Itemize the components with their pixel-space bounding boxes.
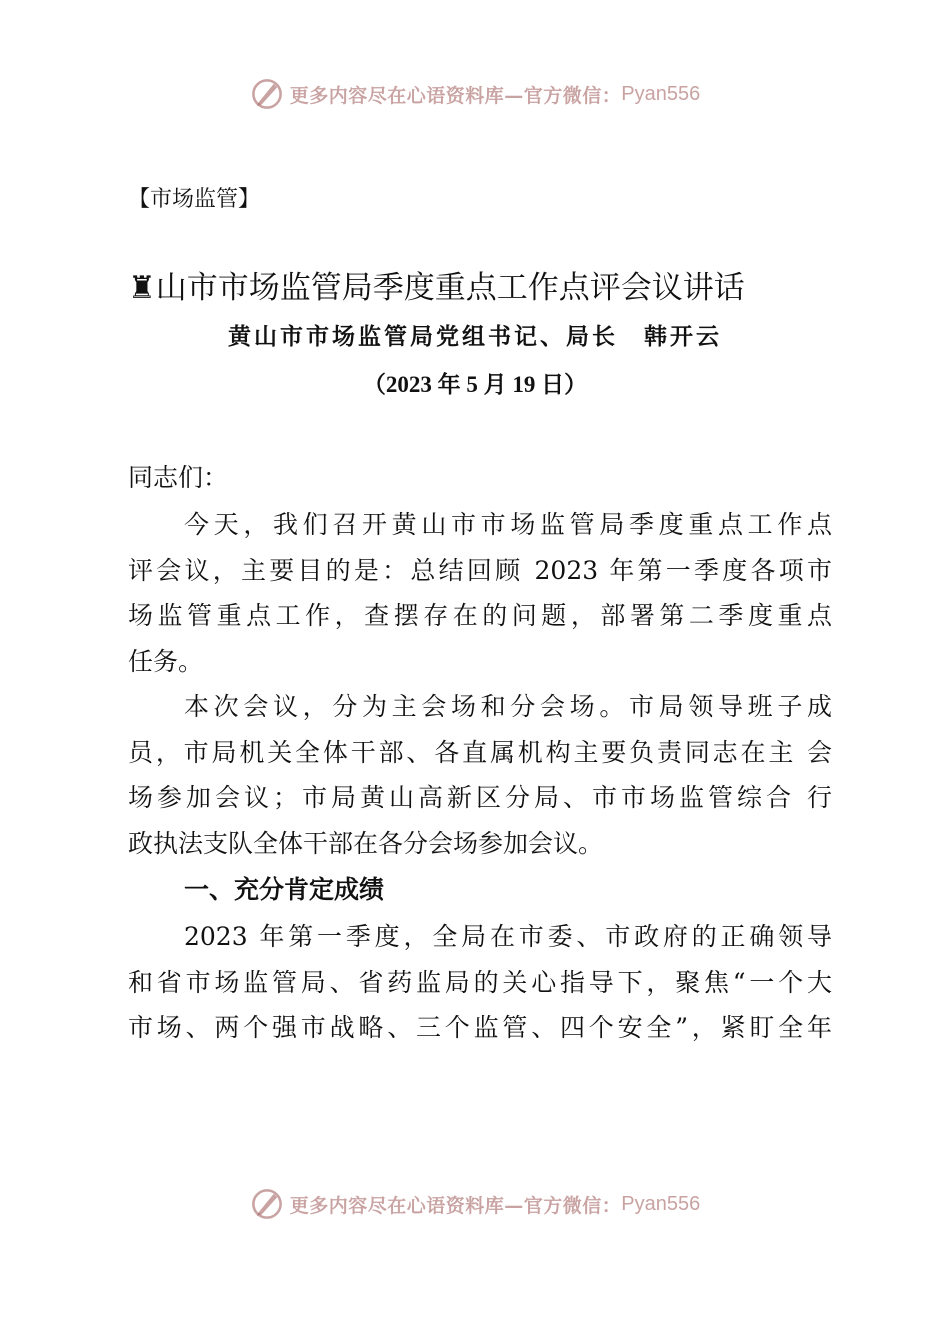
paragraph-2-line: 场参加会议；市局黄山高新区分局、市市场监管综合 行 — [128, 783, 832, 812]
paragraph-3-line: 市场、两个强市战略、三个监管、四个安全”，紧盯全年 — [128, 1013, 832, 1042]
paragraph-1 — [128, 502, 832, 684]
paragraph-3 — [128, 914, 832, 1051]
footer-watermark-text: 更多内容尽在心语资料库—官方微信： — [289, 1194, 622, 1217]
footer-watermark-banner — [0, 1182, 950, 1226]
paragraph-1-line: 场监管重点工作，查摆存在的问题，部署第二季度重点 — [128, 601, 832, 630]
document-title: ♜山市市场监管局季度重点工作点评会议讲话 — [128, 270, 745, 306]
paragraph-2-line: 本次会议，分为主会场和分会场。市局领导班子成 — [184, 692, 832, 721]
salutation: 同志们： — [128, 463, 229, 492]
pen-logo-icon — [250, 77, 284, 111]
paragraph-2-line: 政执法支队全体干部在各分会场参加会议。 — [128, 828, 604, 858]
paragraph-2 — [128, 684, 832, 866]
paragraph-1-line: 评会议，主要目的是：总结回顾 2023 年第一季度各项市 — [128, 555, 832, 585]
pen-logo-icon — [250, 1187, 284, 1221]
paragraph-1-line: 今天，我们召开黄山市市场监管局季度重点工作点 — [184, 510, 832, 539]
header-wechat-id: Pyan556 — [621, 82, 701, 105]
paragraph-3-line: 2023 年第一季度，全局在市委、市政府的正确领导 — [184, 922, 832, 951]
category-tag: 【市场监管】 — [128, 187, 261, 212]
paragraph-3-line: 和省市场监管局、省药监局的关心指导下，聚焦“一个大 — [128, 967, 832, 997]
section-heading-1: 一、充分肯定成绩 — [184, 875, 385, 904]
footer-wechat-id: Pyan556 — [621, 1192, 701, 1215]
document-author: 黄山市市场监管局党组书记、局长 韩开云 — [228, 323, 722, 350]
header-watermark-banner — [0, 72, 950, 116]
paragraph-2-line: 员，市局机关全体干部、各直属机构主要负责同志在主 会 — [128, 737, 832, 767]
document-date: （2023 年 5 月 19 日） — [362, 372, 588, 397]
header-watermark-text: 更多内容尽在心语资料库—官方微信： — [289, 84, 622, 107]
paragraph-1-line: 任务。 — [128, 646, 204, 676]
